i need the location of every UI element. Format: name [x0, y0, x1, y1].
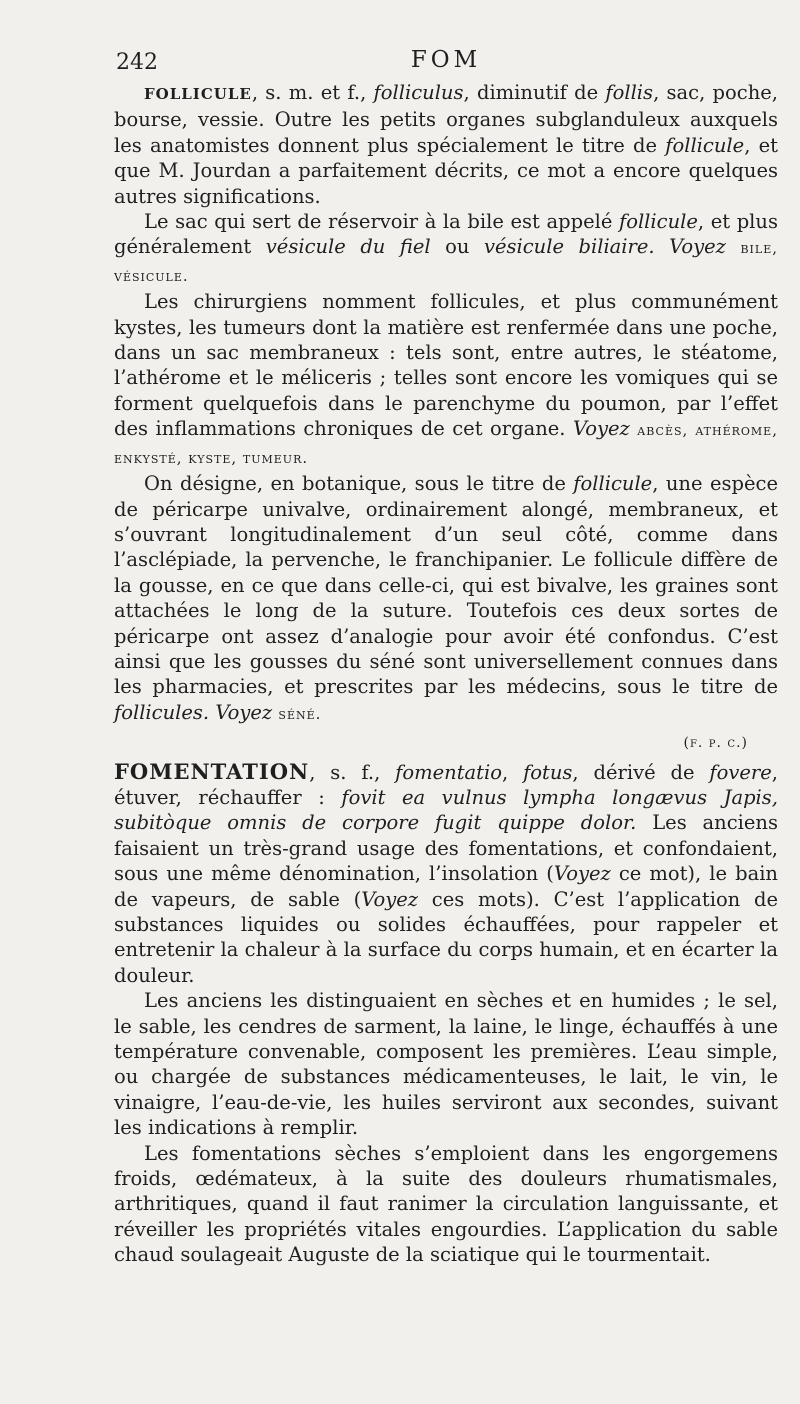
- page-number: 242: [116, 50, 158, 75]
- italic-run: follicule: [573, 472, 653, 496]
- italic-run: vésicule biliaire. Voyez: [483, 235, 726, 259]
- entry-follicule-definition: [114, 80, 778, 209]
- running-head: FOM: [410, 47, 482, 73]
- text-run: Les chirurgiens nomment follicules, et plus communément kystes, les tumeurs dont la matière est renfermée dans une poche, dans un sac membraneux : tels sont, entre autres, le stéatome, l’athérome et le méliceris ; telles sont encore les vomiques qui se forment quelquefois dans le parenchyme du poumon, par l’effet des inflammations chroniques de cet organe.: [114, 290, 778, 441]
- text-run: , diminutif de: [463, 81, 606, 104]
- body-text: [114, 80, 778, 1268]
- italic-run: Voyez: [572, 417, 630, 441]
- text-run: Les anciens faisaient un très-grand usage des fomentations, et confondaient, sous une même dénomination, l’insolation (: [114, 811, 779, 886]
- text-run: , et que M. Jourdan a parfaitement décrits, ce mot a encore quelques autres significations.: [114, 133, 778, 208]
- cross-reference: abcès, athérome, enkysté, kyste, tumeur.: [114, 421, 778, 467]
- cross-reference: bile, vésicule.: [114, 239, 778, 285]
- text-run: ce mot), le bain de vapeurs, de sable (: [114, 862, 778, 911]
- headword-follicule: FOLLICULE: [144, 85, 252, 103]
- paragraph-kystes: [114, 289, 778, 471]
- italic-run: fotus: [523, 760, 573, 784]
- text-run: , sac, poche, bourse, vessie. Outre les petits organes subglanduleux auxquels les anatomistes donnent plus spécialement le titre de: [114, 81, 778, 157]
- italic-run: Voyez: [361, 887, 419, 911]
- text-run: ,: [501, 760, 524, 784]
- entry-fomentation-definition: [114, 759, 778, 989]
- text-run: , s. m. et f.,: [251, 81, 374, 104]
- text-run: [726, 235, 741, 258]
- italic-run: follicules. Voyez: [114, 700, 273, 724]
- text-run: Le sac qui sert de réservoir à la bile est appelé: [144, 210, 619, 234]
- paragraph-seches-humides: Les anciens les distinguaient en sèches et en humides ; le sel, le sable, les cendres de sarment, la laine, le linge, échauffés à une température convenable, composent les premières. L’eau simple, ou chargée de substances médicamenteuses, le lait, le vin, le vinaigre, l’eau-de-vie, les huiles serviront aux secondes, suivant les indications à remplir.: [114, 989, 778, 1140]
- text-run: ces mots). C’est l’application de substances liquides ou solides échauffées, pour rappeler et entretenir la chaleur à la surface du corps humain, et en écarter la douleur.: [114, 887, 778, 987]
- text-run: , une espèce de péricarpe univalve, ordinairement alongé, membraneux, et s’ouvrant longitudinalement d’un seul côté, comme dans l’asclépiade, la pervenche, le franchipanier. Le follicule diffère de la gousse, en ce que dans celle-ci, qui est bivalve, les graines sont attachées le long de la suture. Toutefois ces deux sortes de péricarpe ont assez d’analogie pour avoir été confondus. C’est ainsi que les gousses du séné sont universellement connues dans les pharmacies, et prescrites par les médecins, sous le titre de: [114, 472, 778, 699]
- headword-fomentation: FOMENTATION: [114, 758, 310, 784]
- paragraph-botanique: [114, 471, 778, 727]
- italic-run: fovit ea vulnus lympha longævus Japis, subitòque omnis de corpore fugit quippe dolor.: [114, 785, 778, 835]
- italic-run: fomentatio: [395, 760, 502, 784]
- text-run: , étuver, réchauffer :: [114, 760, 778, 809]
- italic-run: fovere: [709, 760, 772, 784]
- paragraph-fomentations-seches: Les fomentations sèches s’emploient dans les engorgemens froids, œdémateux, à la suite des douleurs rhumatismales, arthritiques, quand il faut ranimer la circulation languissante, et réveiller les propriétés vitales engourdies. L’application du sable chaud soulageait Auguste de la sciatique qui le tourmentait.: [114, 1141, 778, 1267]
- text-run: On désigne, en botanique, sous le titre de: [144, 472, 574, 496]
- italic-run: follicule: [665, 133, 745, 157]
- cross-reference: séné.: [278, 704, 322, 723]
- italic-run: vésicule du fiel: [265, 235, 431, 259]
- author-signature: (f. p. c.): [683, 735, 748, 752]
- italic-run: Voyez: [553, 862, 611, 886]
- text-run: ou: [430, 235, 484, 259]
- text-run: , dérivé de: [572, 760, 710, 784]
- text-run: , et plus généralement: [114, 210, 778, 259]
- paragraph-bile: [114, 209, 778, 289]
- text-run: , s. f.,: [309, 760, 396, 784]
- italic-run: folliculus: [373, 81, 464, 104]
- italic-run: follicule: [618, 210, 698, 234]
- page-header: [114, 44, 778, 80]
- italic-run: follis: [605, 81, 654, 104]
